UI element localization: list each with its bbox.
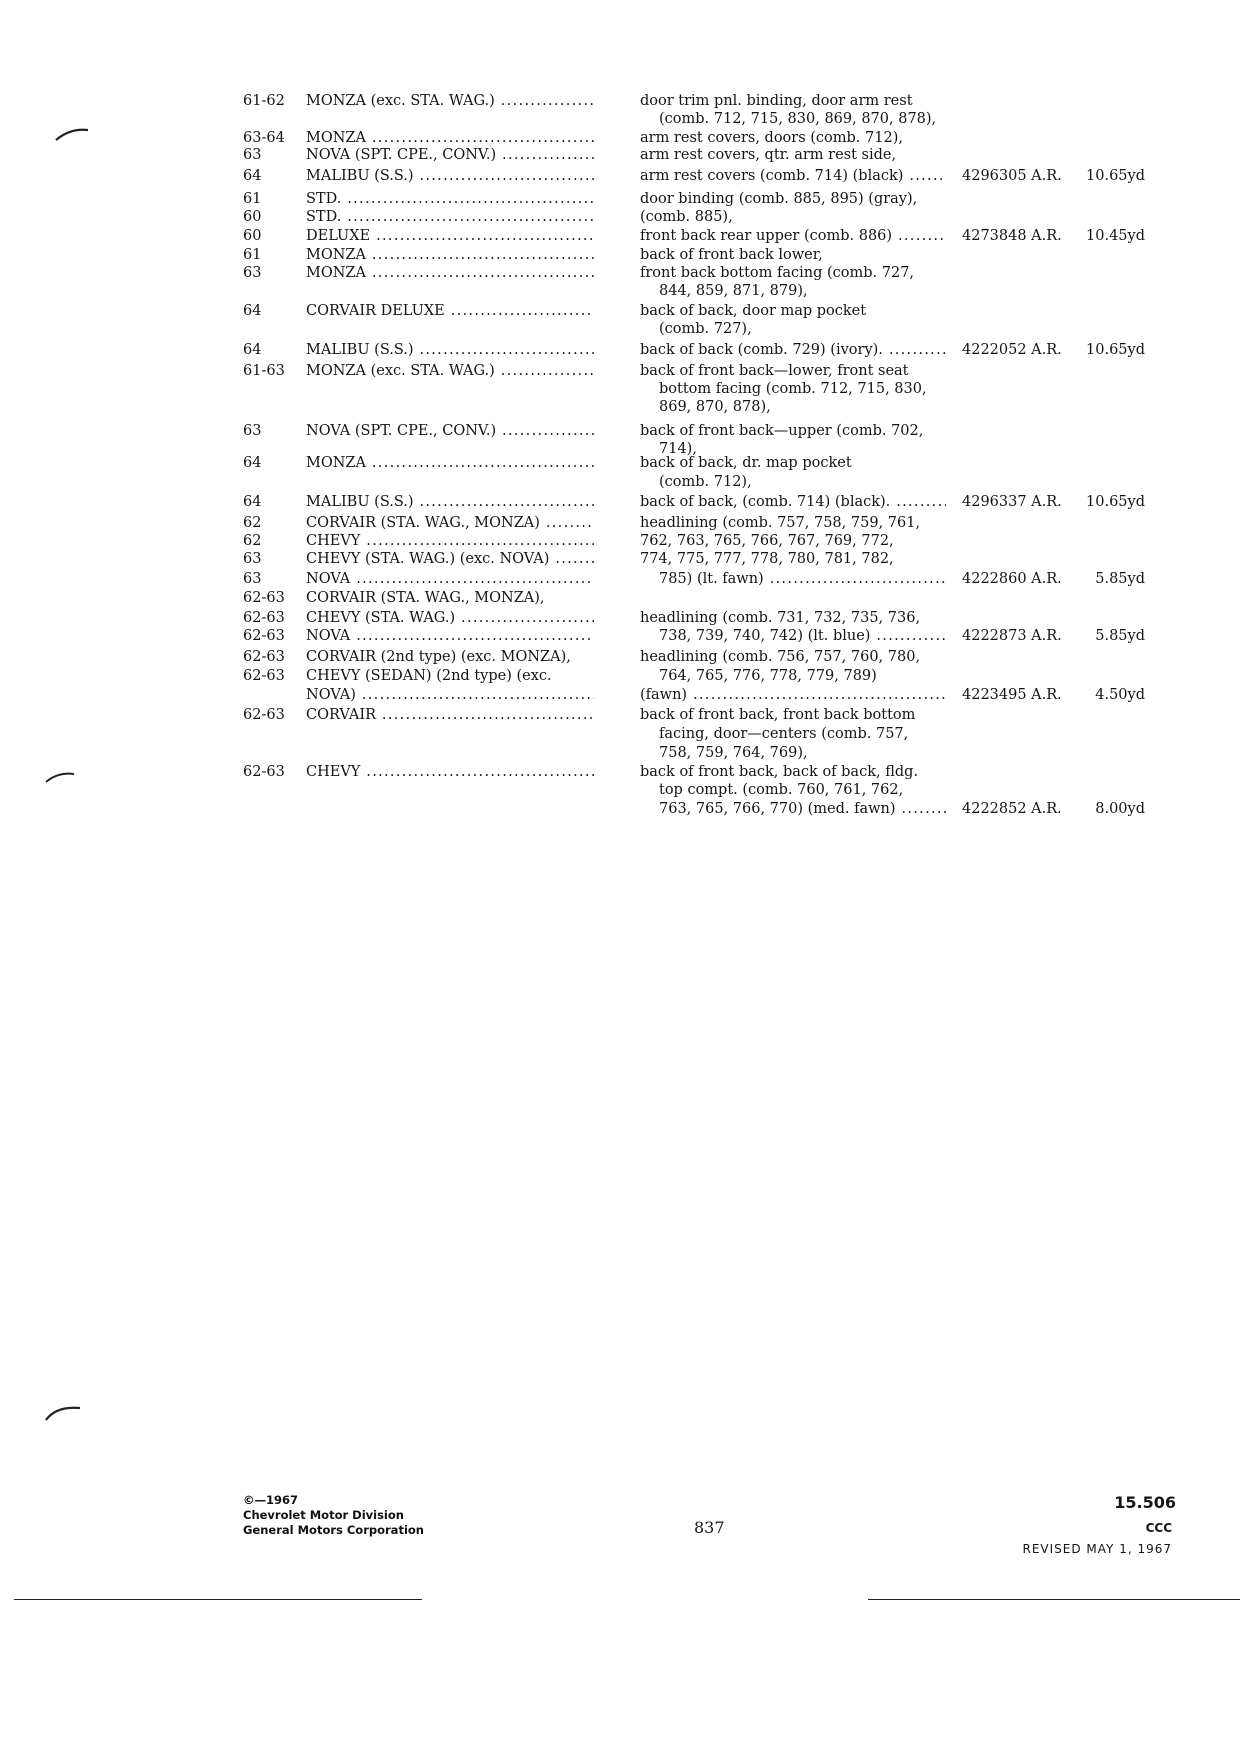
description-cell: 785) (lt. fawn) .....: [659, 570, 946, 588]
table-row: [0, 648, 1248, 666]
year-cell: 64: [243, 168, 262, 184]
year-cell: 63: [243, 265, 262, 281]
description-cell: (fawn) .....: [640, 686, 946, 704]
description-cell: back of front back—lower, front seat: [640, 363, 909, 379]
year-cell: 63: [243, 147, 262, 163]
year-cell: 64: [243, 303, 262, 319]
description-cell: 869, 870, 878),: [659, 399, 771, 415]
table-row: [0, 246, 1248, 264]
description-cell: 763, 765, 766, 770) (med. fawn) .....: [659, 800, 946, 818]
model-cell: MALIBU (S.S.) .....: [306, 493, 594, 511]
year-cell: 62-63: [243, 668, 285, 684]
description-cell: back of back, door map pocket: [640, 303, 867, 319]
model-cell: STD. .....: [306, 208, 594, 226]
scan-mark: [42, 1398, 86, 1424]
model-cell: CORVAIR (2nd type) (exc. MONZA),: [306, 649, 571, 665]
table-row: [0, 92, 1248, 110]
table-row: [0, 264, 1248, 282]
model-cell: MALIBU (S.S.) .....: [306, 167, 594, 185]
table-row: [0, 341, 1248, 359]
description-cell: door binding (comb. 885, 895) (gray),: [640, 191, 918, 207]
description-cell: top compt. (comb. 760, 761, 762,: [659, 782, 904, 798]
table-row: [0, 686, 1248, 704]
description-cell: front back bottom facing (comb. 727,: [640, 265, 915, 281]
description-cell: headlining (comb. 731, 732, 735, 736,: [640, 610, 921, 626]
year-cell: 64: [243, 455, 262, 471]
bottom-rule-right: [868, 1599, 1240, 1600]
table-row: [0, 227, 1248, 245]
quantity-cell: 5.85yd: [1095, 571, 1145, 587]
year-cell: 63-64: [243, 130, 285, 146]
table-row: [0, 550, 1248, 568]
model-cell: MONZA .....: [306, 264, 594, 282]
model-cell: MONZA (exc. STA. WAG.) .....: [306, 92, 594, 110]
model-cell: CHEVY .....: [306, 763, 594, 781]
copyright-notice: ©—1967: [243, 1493, 299, 1507]
model-cell: NOVA) .....: [306, 686, 594, 704]
table-row: [0, 667, 1248, 685]
description-cell: back of front back, back of back, fldg.: [640, 764, 919, 780]
description-cell: facing, door—centers (comb. 757,: [659, 726, 909, 742]
model-cell: CHEVY .....: [306, 532, 594, 550]
model-cell: CORVAIR DELUXE .....: [306, 302, 594, 320]
table-row: [0, 570, 1248, 588]
year-cell: 62-63: [243, 764, 285, 780]
table-row: [0, 609, 1248, 627]
publisher-block: [243, 1493, 424, 1538]
model-cell: CORVAIR (STA. WAG., MONZA),: [306, 590, 545, 606]
bottom-rule-left: [14, 1599, 422, 1600]
table-row: [0, 146, 1248, 164]
year-cell: 62-63: [243, 610, 285, 626]
table-row: [0, 190, 1248, 208]
catalog-code: CCC: [1145, 1521, 1172, 1535]
model-cell: STD. .....: [306, 190, 594, 208]
table-row: [0, 532, 1248, 550]
description-cell: 764, 765, 776, 778, 779, 789): [659, 668, 877, 684]
part-number-cell: 4222852 A.R.: [962, 801, 1062, 817]
year-cell: 61: [243, 191, 262, 207]
description-cell: arm rest covers, doors (comb. 712),: [640, 130, 903, 146]
scan-mark: [54, 124, 94, 144]
quantity-cell: 10.65yd: [1086, 342, 1145, 358]
table-row: [0, 589, 1248, 607]
model-cell: NOVA (SPT. CPE., CONV.) .....: [306, 422, 594, 440]
description-cell: arm rest covers (comb. 714) (black) .....: [640, 167, 946, 185]
part-number-cell: 4222873 A.R.: [962, 628, 1062, 644]
description-cell: 758, 759, 764, 769),: [659, 745, 808, 761]
part-number-cell: 4222860 A.R.: [962, 571, 1062, 587]
model-cell: CHEVY (SEDAN) (2nd type) (exc.: [306, 668, 552, 684]
model-cell: MALIBU (S.S.) .....: [306, 341, 594, 359]
year-cell: 61-63: [243, 363, 285, 379]
description-cell: headlining (comb. 757, 758, 759, 761,: [640, 515, 921, 531]
model-cell: MONZA .....: [306, 129, 594, 147]
table-row: [0, 208, 1248, 226]
model-cell: CHEVY (STA. WAG.) .....: [306, 609, 594, 627]
publisher-division: Chevrolet Motor Division: [243, 1508, 404, 1522]
table-row: [0, 398, 1248, 416]
model-cell: CORVAIR .....: [306, 706, 594, 724]
table-row: [0, 781, 1248, 799]
year-cell: 62-63: [243, 707, 285, 723]
table-row: [0, 800, 1248, 818]
table-row: [0, 129, 1248, 147]
year-cell: 60: [243, 228, 262, 244]
description-cell: back of front back—upper (comb. 702,: [640, 423, 924, 439]
description-cell: back of back, (comb. 714) (black). .....: [640, 493, 946, 511]
year-cell: 62: [243, 533, 262, 549]
year-cell: 63: [243, 551, 262, 567]
part-number-cell: 4273848 A.R.: [962, 228, 1062, 244]
year-cell: 61-62: [243, 93, 285, 109]
quantity-cell: 10.65yd: [1086, 168, 1145, 184]
scan-mark: [42, 766, 82, 790]
description-cell: 774, 775, 777, 778, 780, 781, 782,: [640, 551, 894, 567]
year-cell: 63: [243, 571, 262, 587]
description-cell: front back rear upper (comb. 886) .....: [640, 227, 946, 245]
quantity-cell: 4.50yd: [1095, 687, 1145, 703]
quantity-cell: 10.45yd: [1086, 228, 1145, 244]
quantity-cell: 8.00yd: [1095, 801, 1145, 817]
model-cell: MONZA .....: [306, 454, 594, 472]
model-cell: NOVA .....: [306, 627, 594, 645]
year-cell: 62-63: [243, 628, 285, 644]
description-cell: 738, 739, 740, 742) (lt. blue) .....: [659, 627, 946, 645]
table-row: [0, 706, 1248, 724]
table-row: [0, 282, 1248, 300]
year-cell: 62: [243, 515, 262, 531]
quantity-cell: 10.65yd: [1086, 494, 1145, 510]
year-cell: 64: [243, 342, 262, 358]
quantity-cell: 5.85yd: [1095, 628, 1145, 644]
description-cell: back of front back lower,: [640, 247, 823, 263]
table-row: [0, 302, 1248, 320]
part-number-cell: 4222052 A.R.: [962, 342, 1062, 358]
table-row: [0, 763, 1248, 781]
section-number: 15.506: [1114, 1493, 1176, 1512]
table-row: [0, 493, 1248, 511]
revision-date: REVISED MAY 1, 1967: [1022, 1542, 1172, 1556]
description-cell: (comb. 885),: [640, 209, 733, 225]
year-cell: 62-63: [243, 590, 285, 606]
description-cell: bottom facing (comb. 712, 715, 830,: [659, 381, 927, 397]
year-cell: 61: [243, 247, 262, 263]
table-row: [0, 627, 1248, 645]
model-cell: MONZA (exc. STA. WAG.) .....: [306, 362, 594, 380]
model-cell: CHEVY (STA. WAG.) (exc. NOVA) .....: [306, 550, 594, 568]
part-number-cell: 4296337 A.R.: [962, 494, 1062, 510]
description-cell: back of back (comb. 729) (ivory). .....: [640, 341, 946, 359]
description-cell: headlining (comb. 756, 757, 760, 780,: [640, 649, 921, 665]
table-row: [0, 380, 1248, 398]
table-row: [0, 725, 1248, 743]
table-row: [0, 362, 1248, 380]
table-row: [0, 167, 1248, 185]
description-cell: 844, 859, 871, 879),: [659, 283, 808, 299]
model-cell: NOVA .....: [306, 570, 594, 588]
table-row: [0, 473, 1248, 491]
description-cell: (comb. 712, 715, 830, 869, 870, 878),: [659, 111, 937, 127]
table-row: [0, 110, 1248, 128]
description-cell: arm rest covers, qtr. arm rest side,: [640, 147, 897, 163]
description-cell: 762, 763, 765, 766, 767, 769, 772,: [640, 533, 894, 549]
table-row: [0, 422, 1248, 440]
part-number-cell: 4223495 A.R.: [962, 687, 1062, 703]
model-cell: CORVAIR (STA. WAG., MONZA) .....: [306, 514, 594, 532]
year-cell: 63: [243, 423, 262, 439]
model-cell: NOVA (SPT. CPE., CONV.) .....: [306, 146, 594, 164]
table-row: [0, 514, 1248, 532]
part-number-cell: 4296305 A.R.: [962, 168, 1062, 184]
year-cell: 64: [243, 494, 262, 510]
table-row: [0, 320, 1248, 338]
year-cell: 62-63: [243, 649, 285, 665]
model-cell: DELUXE .....: [306, 227, 594, 245]
description-cell: back of back, dr. map pocket: [640, 455, 852, 471]
description-cell: (comb. 712),: [659, 474, 752, 490]
publisher-corporation: General Motors Corporation: [243, 1523, 424, 1537]
table-row: [0, 744, 1248, 762]
description-cell: (comb. 727),: [659, 321, 752, 337]
table-row: [0, 454, 1248, 472]
description-cell: door trim pnl. binding, door arm rest: [640, 93, 913, 109]
page-number: 837: [694, 1518, 725, 1537]
model-cell: MONZA .....: [306, 246, 594, 264]
description-cell: back of front back, front back bottom: [640, 707, 916, 723]
description-cell: 714),: [659, 441, 697, 457]
year-cell: 60: [243, 209, 262, 225]
